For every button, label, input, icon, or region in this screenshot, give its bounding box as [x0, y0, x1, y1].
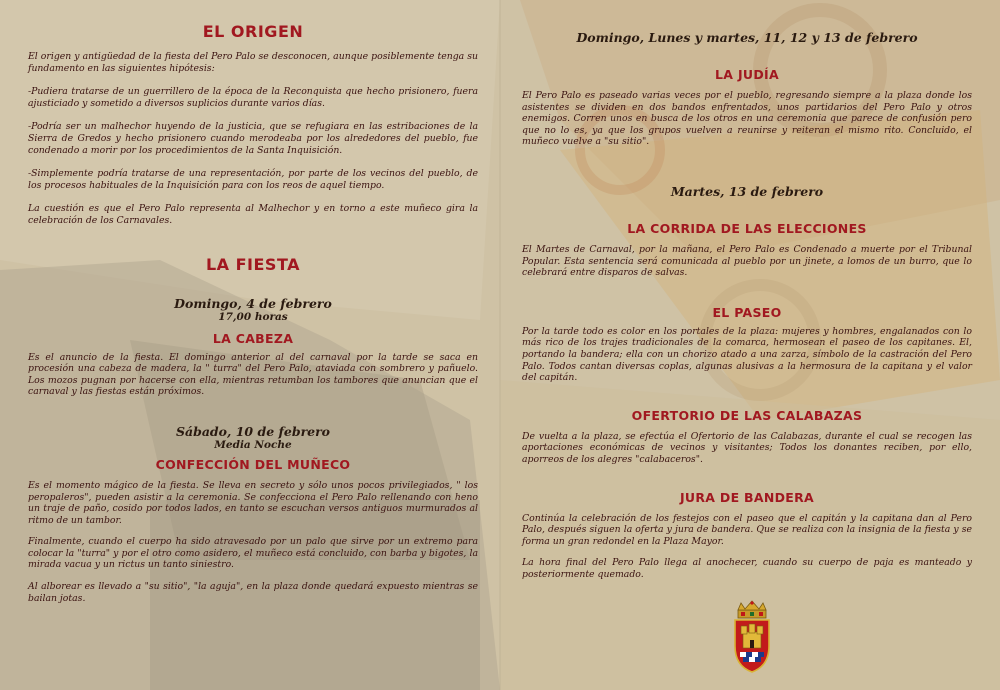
- jura-paragraph-1: Continúa la celebración de los festejos con el paseo que el capitán y la capitana dan al Pero Palo, después siguen la oferta y jura de bandera. Que se realiza con la insignia de la fiesta y se forma un gran redondel en la Plaza Mayor.: [522, 512, 972, 547]
- origen-paragraph-4: -Simplemente podría tratarse de una representación, por parte de los vecinos del pueblo, de los procesos habituales de la Inquisición para con los reos de aquel tiempo.: [28, 168, 478, 191]
- jura-title: JURA DE BANDERA: [679, 489, 815, 505]
- origen-paragraph-1: El origen y antigüedad de la fiesta del Pero Palo se desconocen, aunque posiblemente tenga su fundamento en las siguientes hipótesis:: [28, 51, 478, 74]
- cabeza-paragraph: Es el anuncio de la fiesta. El domingo anterior al del carnaval por la tarde se saca en procesión una cabeza de madera, la " turra" del Pero Palo, ataviada con sombrero y pañuelo. Los mozos pugnan por hacerse con ella, mientras retumban los tambores que anuncian que el carnaval y las fiestas están próximos.: [28, 351, 478, 398]
- right-page: [500, 0, 1000, 690]
- corrida-title: LA CORRIDA DE LAS ELECCIONES: [627, 220, 867, 236]
- confeccion-paragraph-3: Al alborear es llevado a "su sitio", "la aguja", en la plaza donde quedará expuesto mientras se bailan jotas.: [28, 581, 478, 604]
- sabado-date: Sábado, 10 de febrero: [175, 423, 331, 439]
- judia-title: LA JUDÍA: [715, 67, 779, 82]
- origen-title: EL ORIGEN: [202, 22, 304, 41]
- martes-date: Martes, 13 de febrero: [670, 183, 824, 199]
- confeccion-paragraph-1: Es el momento mágico de la fiesta. Se lleva en secreto y sólo unos pocos privilegiados, " los peropaleros", pueden asistir a la ceremonia. Se confecciona el Pero Palo rellenando con heno un traje de paño, cosido por todos lados, en tanto se escuchan versos antiguos murmurados al ritmo de un tambor.: [28, 479, 478, 526]
- origen-paragraph-5: La cuestión es que el Pero Palo representa al Malhechor y en torno a este muñeco gira la celebración de los Carnavales.: [28, 203, 478, 226]
- header-date: Domingo, Lunes y martes, 11, 12 y 13 de febrero: [576, 30, 918, 45]
- confeccion-paragraph-2: Finalmente, cuando el cuerpo ha sido atravesado por un palo que sirve por un extremo para colocar la "turra" y por el otro como asidero, el muñeco está concluido, con barba y bigotes, la mirada vacua y un rictus un tanto siniestro.: [28, 536, 478, 571]
- paseo-title: EL PASEO: [712, 304, 782, 320]
- origen-paragraph-3: -Podría ser un malhechor huyendo de la justicia, que se refugiara en las estribaciones de la Sierra de Gredos y hecho prisionero cuando merodeaba por los alrededores del pueblo, fue condenado a morir por los procedimientos de la Santa Inquisición.: [28, 121, 478, 156]
- domingo-date: Domingo, 4 de febrero: [174, 295, 332, 311]
- jura-paragraph-2: La hora final del Pero Palo llega al anochecer, cuando su cuerpo de paja es manteado y posteriormente quemado.: [522, 557, 972, 580]
- ofertorio-paragraph: De vuelta a la plaza, se efectúa el Ofertorio de las Calabazas, durante el cual se recogen las aportaciones económicas de vecinos y visitantes; Todos los donantes reciben, por ello, aporreos de los alegres "calabaceros".: [522, 430, 972, 465]
- coat-of-arms-icon: [732, 600, 772, 674]
- paseo-paragraph: Por la tarde todo es color en los portales de la plaza: mujeres y hombres, engalanados con lo más rico de los trajes tradicionales de la comarca, hermosean el paseo de los capitanes. El, portando la bandera; ella con un chorizo atado a una zarza, símbolo de la castración del Pero Palo. Todos cantan diversas coplas, algunas alusivas a la hermosura de la capitana y el valor del capitán.: [522, 325, 972, 384]
- sabado-time: Media Noche: [214, 438, 292, 451]
- cabeza-title: LA CABEZA: [212, 330, 294, 346]
- confeccion-title: CONFECCIÓN DEL MUÑECO: [155, 456, 351, 472]
- corrida-paragraph: El Martes de Carnaval, por la mañana, el Pero Palo es Condenado a muerte por el Tribunal Popular. Esta sentencia será comunicada al pueblo por un jinete, a lomos de un burro, que lo celebrará entre disparos de salvas.: [522, 243, 972, 279]
- domingo-time: 17,00 horas: [218, 310, 288, 323]
- origen-paragraph-2: -Pudiera tratarse de un guerrillero de la época de la Reconquista que hecho prisionero, fuera ajusticiado y sometido a diversos suplicios durante varios días.: [28, 86, 478, 109]
- ofertorio-title: OFERTORIO DE LAS CALABAZAS: [631, 407, 863, 423]
- judia-paragraph: El Pero Palo es paseado varias veces por el pueblo, regresando siempre a la plaza donde los asistentes se dividen en dos bandos enfrentados, unos partidarios del Pero Palo y otros enemigos. Corren unos en busca de los otros en una ceremonia que parece de confusión pero que no lo es, ya que los grupos vuelven a reunirse y reiteran el mismo rito. Concluido, el muñeco vuelve a "su sitio".: [522, 90, 972, 148]
- fiesta-title: LA FIESTA: [205, 254, 301, 274]
